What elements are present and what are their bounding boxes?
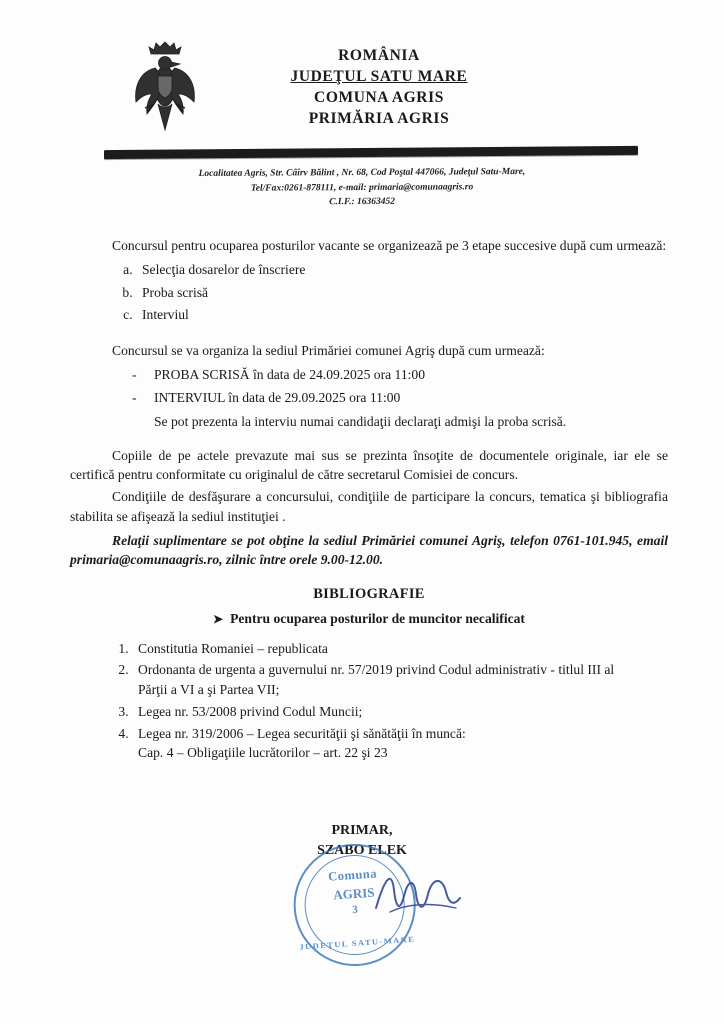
exam-dates-list bbox=[70, 365, 668, 408]
contact-cif: C.I.F.: 16363452 bbox=[329, 197, 396, 208]
bibliography-subtitle-text: Pentru ocuparea posturilor de muncitor necalificat bbox=[230, 611, 525, 627]
list-item-line: Părţii a VI a şi Partea VII; bbox=[138, 682, 280, 698]
word: Legea bbox=[138, 725, 172, 741]
paragraph-stages-intro: Concursul pentru ocuparea posturilor vacante se organizează pe 3 etape succesive după cum urmează: bbox=[112, 238, 667, 254]
word: sănătăţii bbox=[363, 725, 409, 741]
stamp-bottom-text: JUDEŢUL SATU-MARE bbox=[299, 934, 416, 952]
list-item: b. Proba scrisă bbox=[136, 283, 668, 303]
handwritten-signature-icon bbox=[372, 868, 462, 927]
bibliography-title: BIBLIOGRAFIE bbox=[313, 586, 425, 602]
list-item: a. Selecţia dosarelor de înscriere bbox=[136, 260, 668, 280]
header-line-county: JUDEŢUL SATU MARE bbox=[290, 67, 468, 85]
contact-address: Localitatea Agris, Str. Câîrv Bălint , Nr. 68, Cod Poştal 447066, Judeţul Satu-Mare, bbox=[198, 167, 526, 179]
signature-role: PRIMAR, bbox=[331, 822, 393, 838]
word: şi bbox=[350, 725, 360, 741]
word: nr. bbox=[174, 725, 189, 741]
bibliography-list bbox=[70, 639, 668, 763]
list-item: - PROBA SCRISĂ în data de 24.09.2025 ora 11:00 bbox=[132, 365, 668, 385]
bibliography-subtitle bbox=[70, 609, 668, 629]
list-item-line: Cap. 4 – Obligaţiile lucrătorilor – art. 22 şi 23 bbox=[138, 745, 388, 761]
contact-phone-email: Tel/Fax:0261-878111, e-mail: primaria@comunaagris.ro bbox=[250, 182, 474, 194]
list-item: 3. Legea nr. 53/2008 privind Codul Muncii; bbox=[132, 702, 668, 722]
list-item: - INTERVIUL în data de 29.09.2025 ora 11:00 bbox=[132, 388, 668, 408]
signature-block bbox=[0, 821, 724, 980]
list-item-line bbox=[138, 724, 668, 744]
arrow-bullet-icon: ➤ bbox=[213, 612, 224, 627]
note-interview: Se pot prezenta la interviu numai candidaţii declaraţi admişi la proba scrisă. bbox=[154, 414, 567, 430]
romanian-coat-of-arms-icon bbox=[126, 38, 204, 134]
paragraph-additional-info: Relaţii suplimentare se pot obţine la sediul Primăriei comunei Agriş, telefon 0761-101.945, email primaria@comunaagris.ro, zilnic între orele 9.00-12.00. bbox=[70, 532, 668, 568]
signature-name: SZABO ELEK bbox=[317, 842, 407, 858]
document-body bbox=[70, 236, 668, 763]
paragraph-conditions: Condiţiile de desfăşurare a concursului, condiţiile de participare la concurs, tematica şi bibliografia stabilita se afişează la sediul instituţiei . bbox=[70, 489, 668, 524]
word: muncă: bbox=[425, 725, 466, 741]
word: securităţii bbox=[293, 725, 348, 741]
list-item bbox=[132, 660, 668, 699]
document-header bbox=[0, 0, 724, 134]
list-item bbox=[132, 724, 668, 763]
list-item: c. Interviul bbox=[136, 305, 668, 325]
list-item-line: 2. Ordonanta de urgenta a guvernului nr. 57/2019 privind Codul administrativ - titlul III al bbox=[138, 662, 615, 678]
list-item: 1. Constitutia Romaniei – republicata bbox=[132, 639, 668, 659]
header-line-commune: COMUNA AGRIS bbox=[314, 88, 444, 106]
header-line-country: ROMÂNIA bbox=[338, 47, 420, 64]
stages-list bbox=[70, 260, 668, 325]
word: în bbox=[411, 725, 423, 741]
contact-block bbox=[0, 164, 724, 213]
paragraph-copies: Copiile de pe actele prevazute mai sus se prezinta însoţite de documentele originale, iar ele se certifică pentru conformitate cu originalul de către secretarul Comisiei de concurs. bbox=[70, 447, 668, 483]
stamp-area bbox=[0, 860, 724, 980]
header-line-cityhall: PRIMĂRIA AGRIS bbox=[308, 109, 450, 127]
paragraph-location-intro: Concursul se va organiza la sediul Primăriei comunei Agriş după cum urmează: bbox=[112, 342, 545, 358]
word: 319/2006 bbox=[192, 725, 244, 741]
header-divider bbox=[0, 148, 724, 157]
stamp-top-text: Comuna bbox=[327, 866, 378, 884]
word: – bbox=[246, 725, 254, 741]
word: Legea bbox=[256, 725, 291, 741]
stamp-number: 3 bbox=[351, 903, 359, 917]
stamp-mid-text: AGRIS bbox=[332, 884, 375, 903]
header-title-block bbox=[144, 38, 614, 130]
